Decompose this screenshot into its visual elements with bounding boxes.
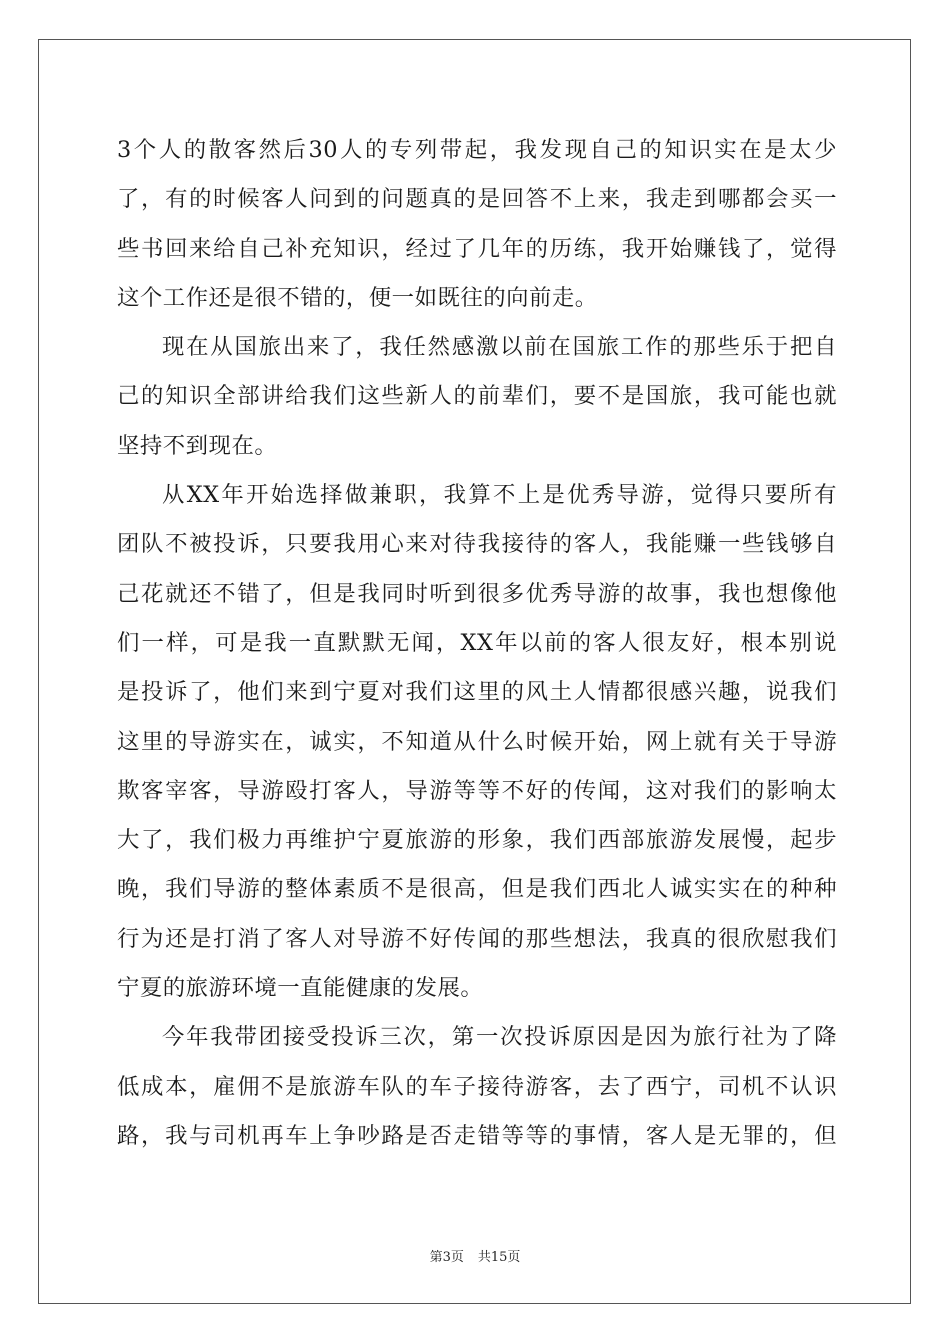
text-line: 低成本，雇佣不是旅游车队的车子接待游客，去了西宁，司机不认识 (117, 1073, 837, 1100)
page-footer (0, 1246, 950, 1265)
text-line: 些书回来给自己补充知识，经过了几年的历练，我开始赚钱了，觉得 (117, 235, 837, 262)
text-line: 路，我与司机再车上争吵路是否走错等等的事情，客人是无罪的，但 (117, 1122, 837, 1149)
text-line: 现在从国旅出来了，我任然感激以前在国旅工作的那些乐于把自 (162, 334, 837, 361)
text-line: 了，有的时候客人问到的问题真的是回答不上来，我走到哪都会买一 (117, 186, 837, 213)
text-line: 3个人的散客然后30人的专列带起，我发现自己的知识实在是太少 (117, 137, 837, 163)
page-total: 共15页 (477, 1250, 521, 1265)
text-line: 行为还是打消了客人对导游不好传闻的那些想法，我真的很欣慰我们 (117, 925, 837, 952)
text-line: 己的知识全部讲给我们这些新人的前辈们，要不是国旅，我可能也就 (117, 383, 837, 410)
text-line: 今年我带团接受投诉三次，第一次投诉原因是因为旅行社为了降 (162, 1024, 837, 1051)
text-line: 己花就还不错了，但是我同时听到很多优秀导游的故事，我也想像他 (117, 580, 837, 607)
text-line: 从XX年开始选择做兼职，我算不上是优秀导游，觉得只要所有 (162, 482, 837, 509)
text-line: 这里的导游实在，诚实，不知道从什么时候开始，网上就有关于导游 (117, 728, 837, 755)
document-body (117, 126, 837, 1161)
text-line: 坚持不到现在。 (117, 432, 278, 459)
text-line: 是投诉了，他们来到宁夏对我们这里的风土人情都很感兴趣，说我们 (117, 679, 837, 706)
page-number: 第3页 (429, 1250, 464, 1265)
text-line: 们一样，可是我一直默默无闻，XX年以前的客人很友好，根本别说 (117, 629, 837, 656)
text-line: 团队不被投诉，只要我用心来对待我接待的客人，我能赚一些钱够自 (117, 531, 837, 558)
text-line: 宁夏的旅游环境一直能健康的发展。 (117, 975, 484, 1002)
text-line: 欺客宰客，导游殴打客人，导游等等不好的传闻，这对我们的影响太 (117, 777, 837, 804)
text-line: 晚，我们导游的整体素质不是很高，但是我们西北人诚实实在的种种 (117, 876, 837, 903)
text-line: 大了，我们极力再维护宁夏旅游的形象，我们西部旅游发展慢，起步 (117, 827, 837, 854)
text-line: 这个工作还是很不错的，便一如既往的向前走。 (117, 284, 598, 311)
